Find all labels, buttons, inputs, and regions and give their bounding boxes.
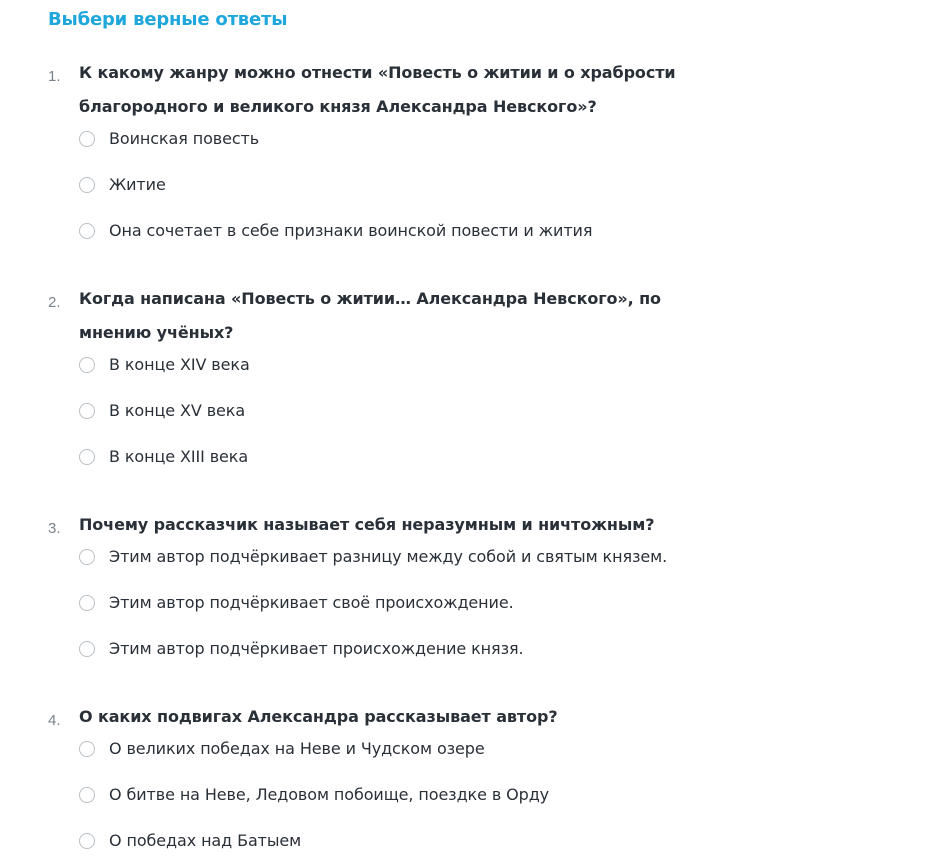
answer-label: В конце XV века — [109, 401, 246, 420]
radio-button[interactable] — [79, 787, 95, 803]
answer-label: Этим автор подчёркивает своё происхождение. — [109, 593, 514, 612]
answer-option[interactable] — [79, 174, 779, 198]
answer-label: Она сочетает в себе признаки воинской повести и жития — [109, 221, 593, 240]
answer-label: О великих победах на Неве и Чудском озере — [109, 739, 485, 758]
answer-label: Этим автор подчёркивает происхождение князя. — [109, 639, 524, 658]
answer-option[interactable] — [79, 738, 779, 762]
radio-button[interactable] — [79, 641, 95, 657]
radio-button[interactable] — [79, 357, 95, 373]
radio-button[interactable] — [79, 131, 95, 147]
answer-option[interactable] — [79, 546, 779, 570]
radio-button[interactable] — [79, 595, 95, 611]
answer-label: В конце XIV века — [109, 355, 250, 374]
answer-label: Воинская повесть — [109, 129, 260, 148]
answer-option[interactable] — [79, 446, 779, 470]
answer-option[interactable] — [79, 128, 779, 152]
answer-option[interactable] — [79, 400, 779, 424]
question-text: О каких подвигах Александра рассказывает автор? — [79, 707, 558, 726]
answer-label: Этим автор подчёркивает разницу между собой и святым князем. — [109, 547, 668, 566]
answer-label: В конце XIII века — [109, 447, 249, 466]
page-title: Выбери верные ответы — [48, 9, 288, 30]
answer-option[interactable] — [79, 638, 779, 662]
answer-option[interactable] — [79, 592, 779, 616]
radio-button[interactable] — [79, 833, 95, 849]
question-number: 2. — [48, 294, 61, 311]
radio-button[interactable] — [79, 403, 95, 419]
radio-button[interactable] — [79, 177, 95, 193]
question-number: 4. — [48, 712, 61, 729]
answer-option[interactable] — [79, 220, 779, 244]
radio-button[interactable] — [79, 223, 95, 239]
answer-label: О победах над Батыем — [109, 831, 302, 850]
question-text: Почему рассказчик называет себя неразумным и ничтожным? — [79, 515, 655, 534]
answer-option[interactable] — [79, 784, 779, 808]
answer-label: Житие — [109, 175, 166, 194]
radio-button[interactable] — [79, 741, 95, 757]
question-text: К какому жанру можно отнести «Повесть о житии и о храбрости благородного и великого князя Александра Невского»? — [79, 63, 676, 116]
answer-option[interactable] — [79, 354, 779, 378]
question-text: Когда написана «Повесть о житии… Александра Невского», по мнению учёных? — [79, 289, 661, 342]
radio-button[interactable] — [79, 549, 95, 565]
answer-label: О битве на Неве, Ледовом побоище, поездке в Орду — [109, 785, 550, 804]
radio-button[interactable] — [79, 449, 95, 465]
answer-option[interactable] — [79, 830, 779, 854]
question-number: 1. — [48, 68, 61, 85]
question-number: 3. — [48, 520, 61, 537]
